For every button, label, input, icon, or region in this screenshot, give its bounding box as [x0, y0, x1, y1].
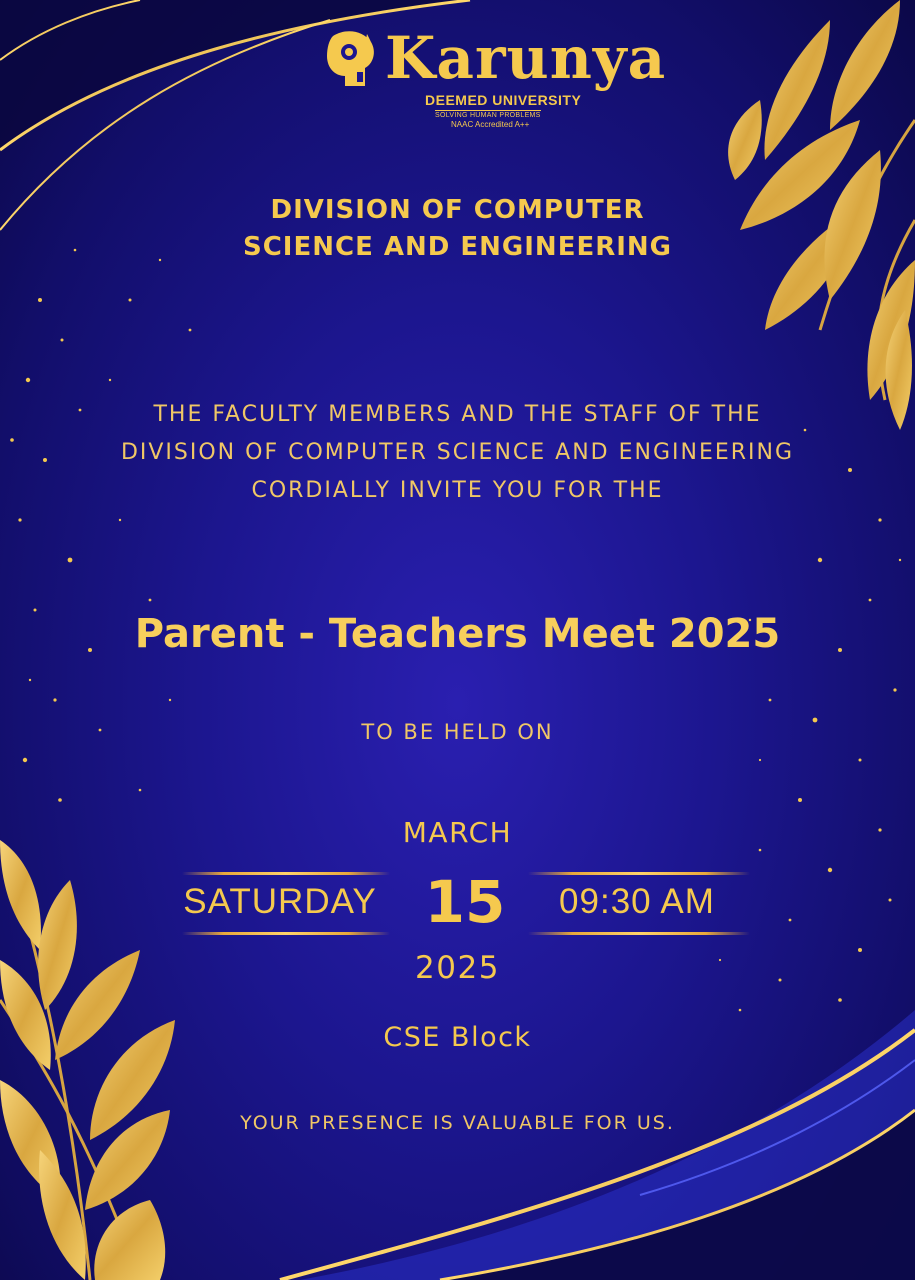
held-on-label: TO BE HELD ON: [361, 720, 554, 744]
logo-tagline: SOLVING HUMAN PROBLEMS: [435, 112, 541, 119]
logo-accreditation: NAAC Accredited A++: [451, 120, 530, 129]
event-month: MARCH: [402, 816, 513, 849]
invitation-text: [0, 396, 915, 510]
event-time: 09:30 AM: [559, 882, 715, 921]
invitation-line-2: DIVISION OF COMPUTER SCIENCE AND ENGINEERING: [120, 440, 795, 465]
divider-left-top: [182, 872, 390, 875]
bottom-left-leaves: [0, 840, 175, 1280]
event-title: Parent - Teachers Meet 2025: [134, 611, 781, 657]
divider-right-top: [528, 872, 750, 875]
closing-message: YOUR PRESENCE IS VALUABLE FOR US.: [240, 1112, 675, 1134]
event-venue: CSE Block: [383, 1022, 532, 1053]
event-weekday: SATURDAY: [183, 882, 377, 921]
event-year: 2025: [415, 950, 500, 986]
logo-subtitle: DEEMED UNIVERSITY: [425, 92, 582, 108]
division-title: [0, 192, 915, 266]
invitation-line-3: CORDIALLY INVITE YOU FOR THE: [251, 478, 664, 503]
event-day: 15: [424, 868, 506, 936]
division-title-line-2: SCIENCE AND ENGINEERING: [242, 232, 673, 262]
division-title-line-1: DIVISION OF COMPUTER: [270, 195, 645, 225]
logo-wordmark: Karunya: [385, 24, 667, 92]
divider-left-bottom: [182, 932, 390, 935]
divider-right-bottom: [528, 932, 750, 935]
invitation-line-1: THE FACULTY MEMBERS AND THE STAFF OF THE: [153, 402, 762, 427]
karunya-emblem-icon: [315, 28, 385, 96]
karunya-logo: [315, 24, 667, 134]
